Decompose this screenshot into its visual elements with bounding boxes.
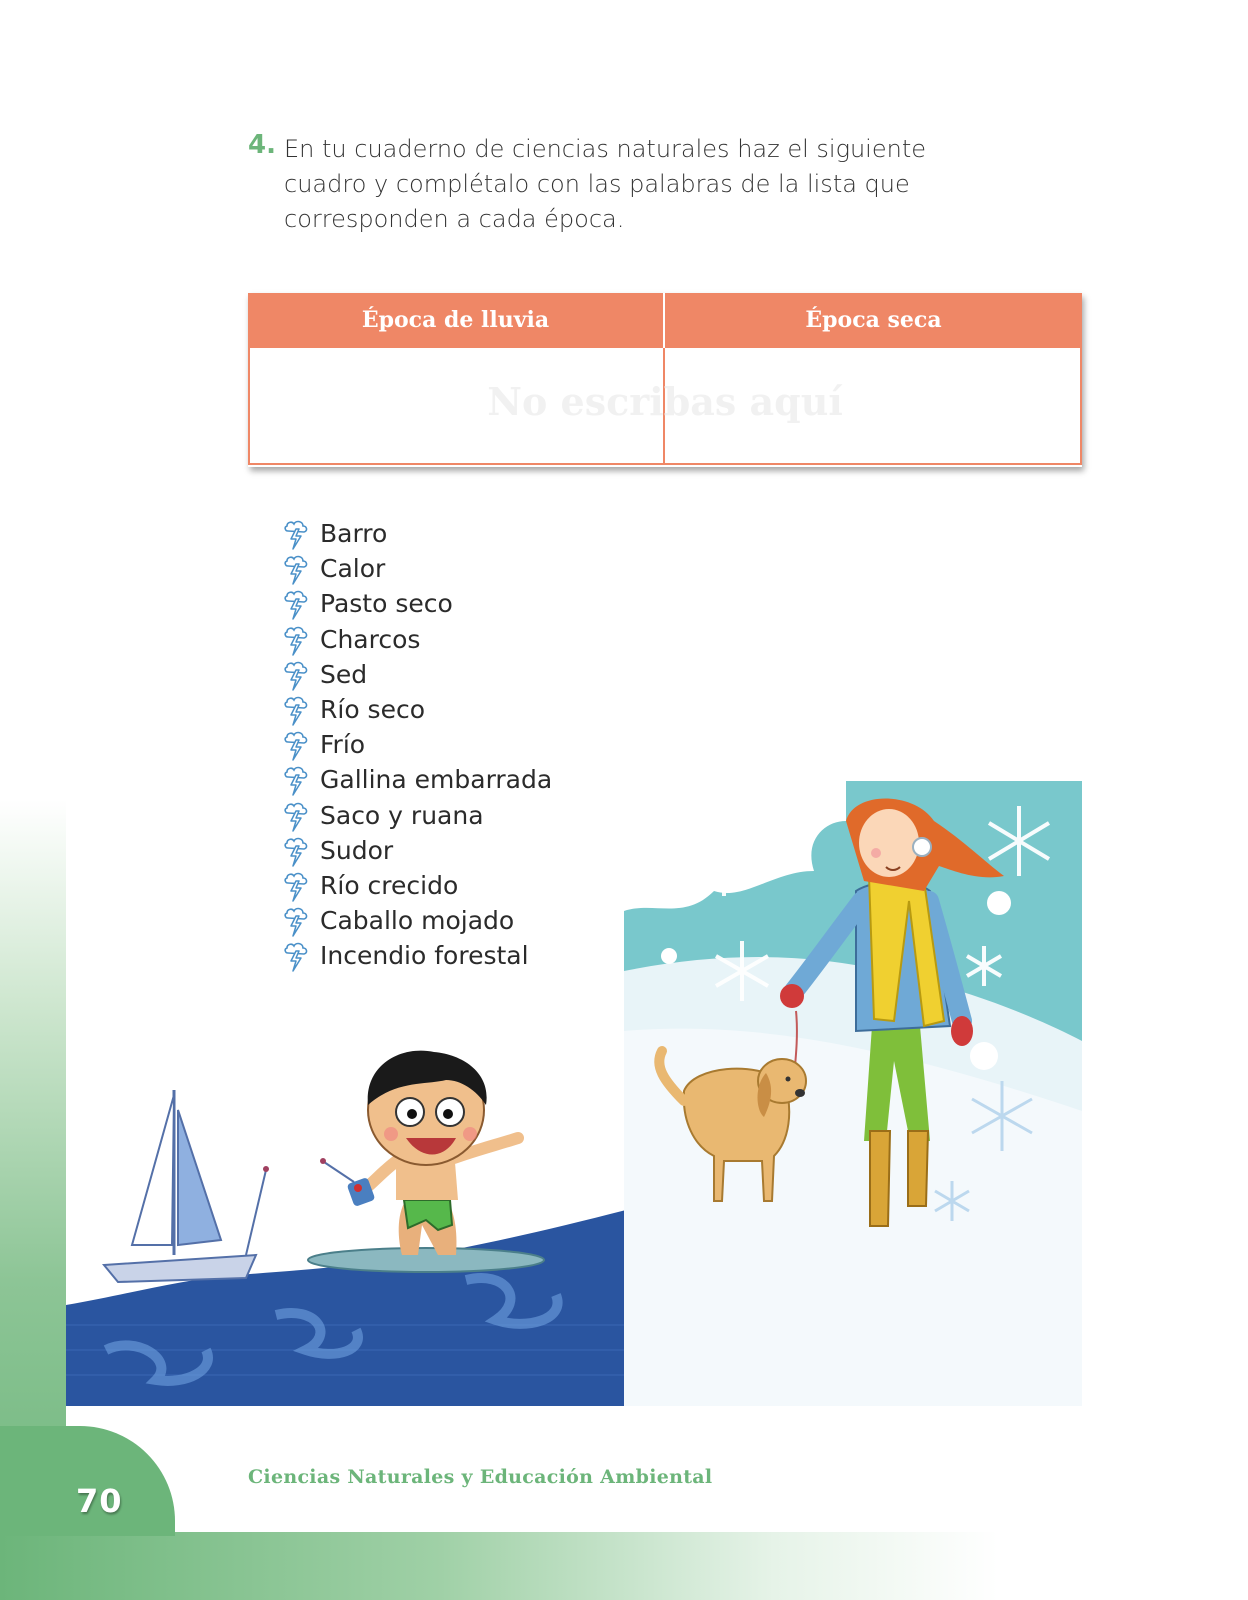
season-table	[248, 293, 1082, 467]
thunder-cloud-icon	[282, 624, 312, 658]
word-label: Charcos	[320, 624, 421, 654]
exercise-number: 4.	[248, 130, 276, 160]
page-number: 70	[76, 1482, 123, 1520]
list-item	[282, 516, 552, 551]
thunder-cloud-icon	[282, 729, 312, 763]
winter-girl-dog-illustration	[624, 781, 1082, 1406]
thunder-cloud-icon	[282, 764, 312, 798]
list-item	[282, 762, 552, 797]
list-item	[282, 903, 552, 938]
list-item	[282, 833, 552, 868]
thunder-cloud-icon	[282, 694, 312, 728]
table-header-row	[248, 293, 1082, 348]
word-label: Frío	[320, 730, 366, 760]
word-label: Caballo mojado	[320, 906, 515, 936]
word-label: Río crecido	[320, 870, 459, 900]
do-not-write-watermark: No escribas aquí	[487, 379, 843, 424]
word-label: Calor	[320, 554, 386, 584]
thunder-cloud-icon	[282, 940, 312, 974]
word-label: Saco y ruana	[320, 800, 484, 830]
surfing-boy-illustration	[66, 1050, 626, 1406]
word-label: Pasto seco	[320, 589, 453, 619]
book-title: Ciencias Naturales y Educación Ambiental	[248, 1466, 713, 1488]
list-item	[282, 551, 552, 586]
list-item	[282, 798, 552, 833]
thunder-cloud-icon	[282, 870, 312, 904]
word-label: Sed	[320, 659, 368, 689]
word-label: Sudor	[320, 835, 394, 865]
bottom-green-band	[0, 1532, 1248, 1600]
thunder-cloud-icon	[282, 553, 312, 587]
word-label: Incendio forestal	[320, 941, 529, 971]
list-item	[282, 938, 552, 973]
list-item	[282, 727, 552, 762]
list-item	[282, 657, 552, 692]
list-item	[282, 622, 552, 657]
exercise-instructions: En tu cuaderno de ciencias naturales haz el siguiente cuadro y complétalo con las palabras de la lista que corresponden a cada época.	[284, 135, 926, 233]
word-label: Gallina embarrada	[320, 765, 553, 795]
header-rainy-season: Época de lluvia	[361, 307, 550, 333]
word-label: Barro	[320, 519, 388, 548]
thunder-cloud-icon	[282, 518, 312, 552]
list-item	[282, 868, 552, 903]
header-dry-season: Época seca	[805, 307, 942, 333]
thunder-cloud-icon	[282, 835, 312, 869]
thunder-cloud-icon	[282, 905, 312, 939]
word-list	[282, 516, 552, 973]
thunder-cloud-icon	[282, 659, 312, 693]
word-label: Río seco	[320, 694, 426, 724]
list-item	[282, 692, 552, 727]
list-item	[282, 586, 552, 621]
thunder-cloud-icon	[282, 588, 312, 622]
thunder-cloud-icon	[282, 800, 312, 834]
